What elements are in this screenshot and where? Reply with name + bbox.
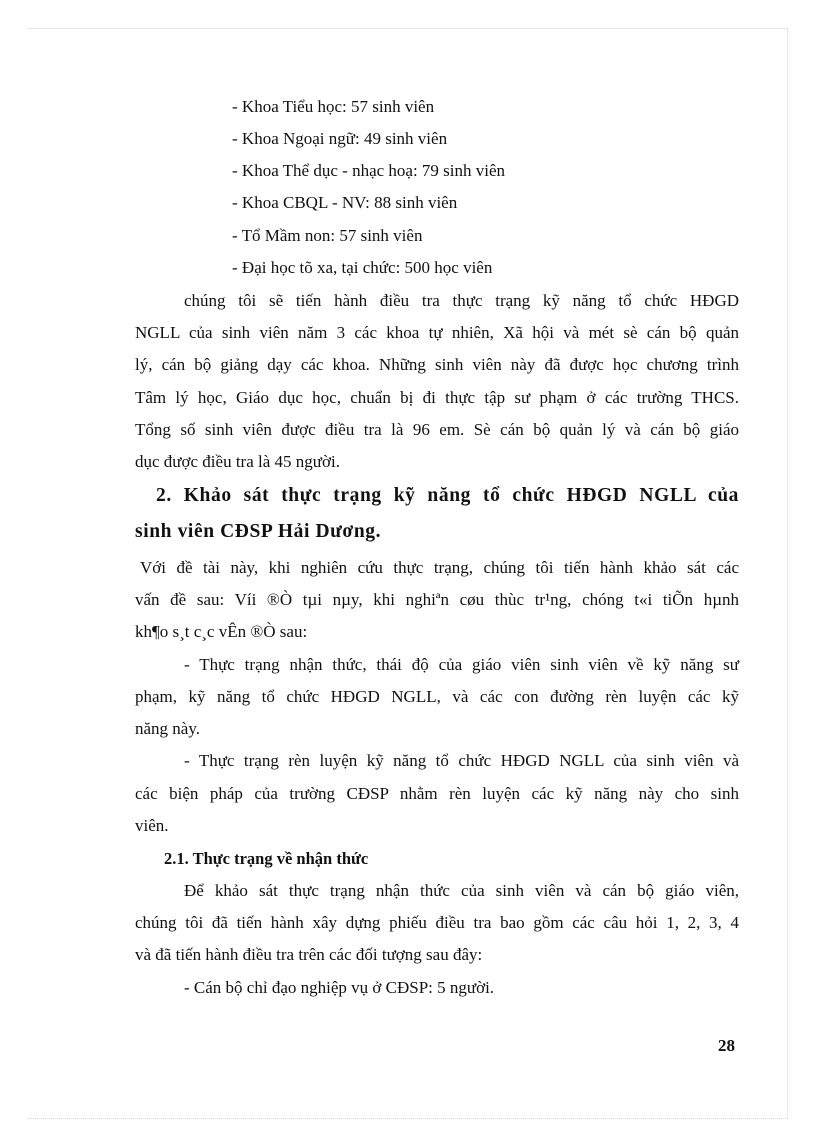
paragraph-line: Với đề tài này, khi nghiên cứu thực trạng, chúng tôi tiến hành khảo sát các bbox=[140, 558, 739, 577]
page-number: 28 bbox=[718, 1036, 735, 1055]
paragraph-line: chúng tôi đã tiến hành xây dựng phiếu điều tra bao gồm các câu hỏi 1, 2, 3, 4 bbox=[135, 913, 739, 932]
paragraph-line: chúng tôi sẽ tiến hành điều tra thực trạng kỹ năng tổ chức HĐGD bbox=[184, 291, 739, 310]
bullet-line: các biện pháp của trường CĐSP nhằm rèn luyện các kỹ năng này cho sinh bbox=[135, 784, 739, 803]
bullet-line: viên. bbox=[135, 816, 169, 835]
page-border-top bbox=[28, 28, 788, 29]
paragraph-line: Để khảo sát thực trạng nhận thức của sinh viên và cán bộ giáo viên, bbox=[184, 881, 739, 900]
bullet-line: năng này. bbox=[135, 719, 200, 738]
paragraph-line: vấn đề sau: Víi ®Ò tµi nµy, khi nghiªn cøu thùc tr¹ng, chóng t«i tiÕn hµnh bbox=[135, 590, 739, 609]
list-item: - Đại học tõ xa, tại chức: 500 học viên bbox=[232, 258, 493, 277]
paragraph-line: Tổng số sinh viên được điều tra là 96 em. Sè cán bộ quản lý và cán bộ giáo bbox=[135, 420, 739, 439]
bullet-line: phạm, kỹ năng tổ chức HĐGD NGLL, và các con đường rèn luyện các kỹ bbox=[135, 687, 739, 706]
list-item: - Khoa Tiểu học: 57 sinh viên bbox=[232, 97, 435, 116]
list-item: - Khoa Ngoại ngữ: 49 sinh viên bbox=[232, 129, 448, 148]
list-item: - Tổ Mầm non: 57 sinh viên bbox=[232, 226, 423, 245]
section-heading: sinh viên CĐSP Hải Dương. bbox=[135, 521, 382, 542]
list-item: - Khoa CBQL - NV: 88 sinh viên bbox=[232, 193, 458, 212]
bullet-line: - Thực trạng nhận thức, thái độ của giáo viên sinh viên về kỹ năng sư bbox=[184, 655, 739, 674]
list-item: - Cán bộ chỉ đạo nghiệp vụ ở CĐSP: 5 người. bbox=[184, 978, 495, 997]
paragraph-line: kh¶o s¸t c¸c vÊn ®Ò sau: bbox=[135, 622, 308, 641]
paragraph-line: và đã tiến hành điều tra trên các đối tượng sau đây: bbox=[135, 945, 483, 964]
paragraph-line: Tâm lý học, Giáo dục học, chuẩn bị đi thực tập sư phạm ở các trường THCS. bbox=[135, 388, 739, 407]
page-border-right bbox=[787, 28, 788, 1118]
bullet-line: - Thực trạng rèn luyện kỹ năng tổ chức HĐGD NGLL của sinh viên và bbox=[184, 751, 739, 770]
paragraph-line: lý, cán bộ giảng dạy các khoa. Những sinh viên này đã được học chương trình bbox=[135, 355, 739, 374]
subsection-heading: 2.1. Thực trạng về nhận thức bbox=[164, 849, 369, 868]
section-heading: 2. Khảo sát thực trạng kỹ năng tổ chức HĐGD NGLL của bbox=[156, 485, 739, 506]
list-item: - Khoa Thể dục - nhạc hoạ: 79 sinh viên bbox=[232, 161, 506, 180]
page-border-bottom bbox=[28, 1118, 788, 1119]
paragraph-line: dục được điều tra là 45 người. bbox=[135, 452, 340, 471]
paragraph-line: NGLL của sinh viên năm 3 các khoa tự nhiên, Xã hội và mét sè cán bộ quản bbox=[135, 323, 739, 342]
